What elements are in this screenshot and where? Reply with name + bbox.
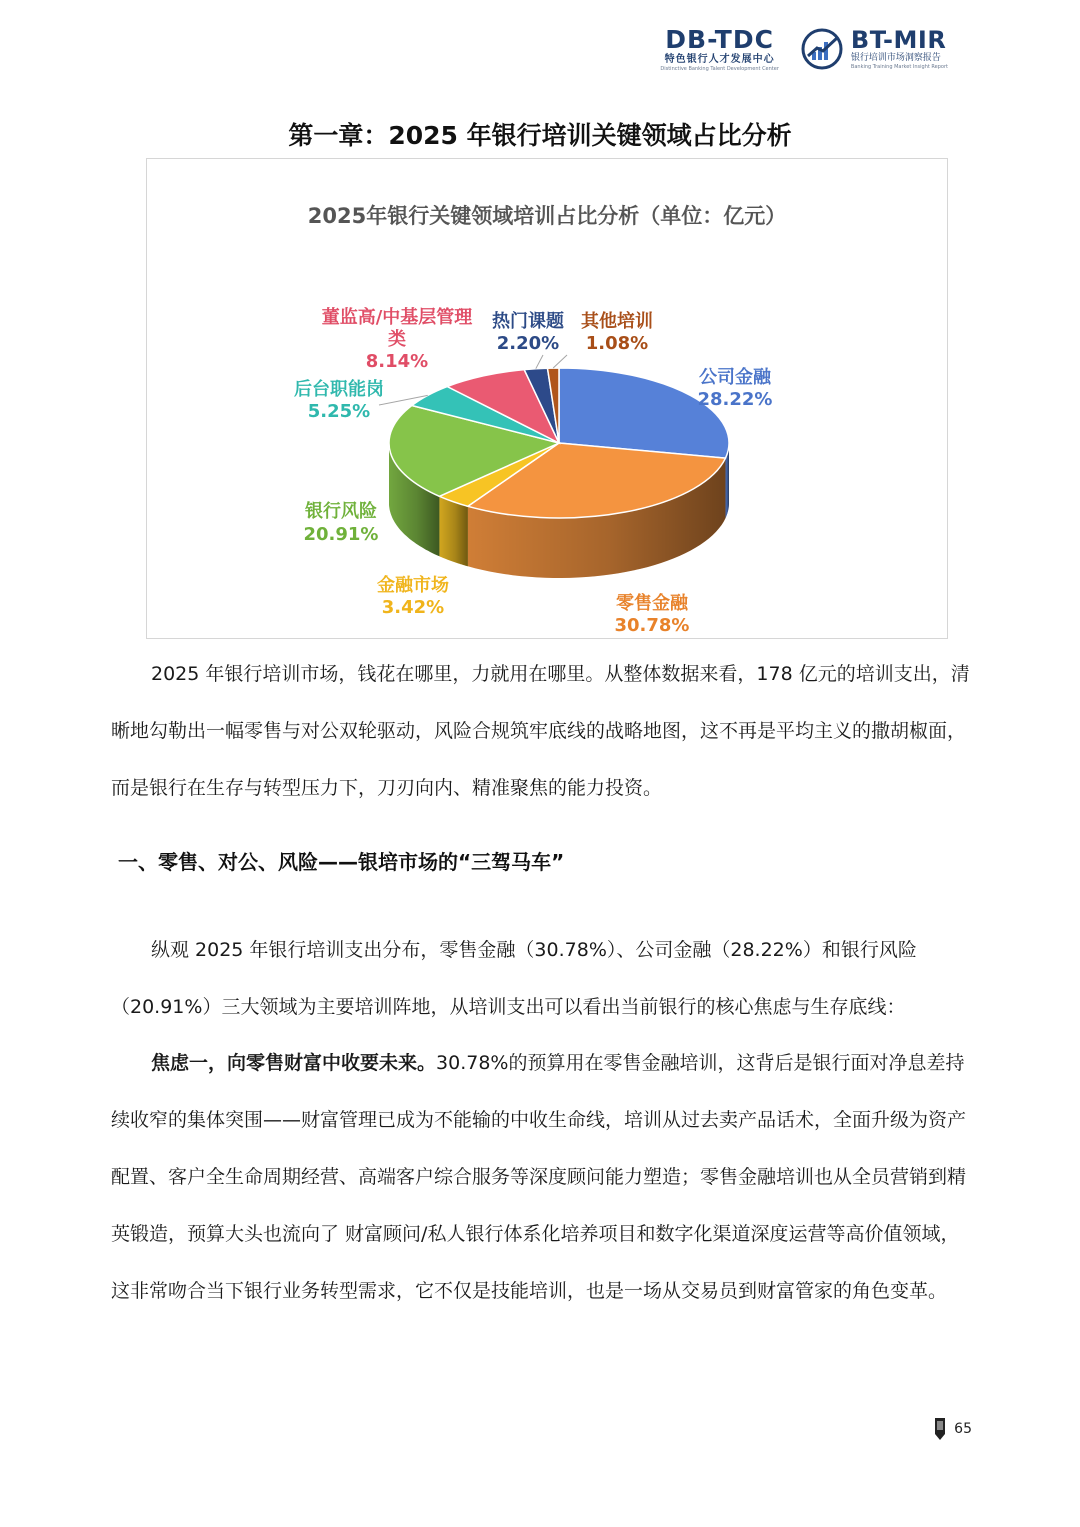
slice-name-retail: 零售金融 bbox=[616, 593, 688, 614]
chart-title: 2025年银行关键领域培训占比分析（单位：亿元） bbox=[307, 204, 787, 228]
slice-label-management: 8.14% bbox=[365, 351, 429, 372]
slice-label-corporate: 28.22% bbox=[697, 389, 773, 410]
slice-name-management-line2: 类 bbox=[388, 329, 406, 350]
pie-chart bbox=[147, 159, 947, 638]
slice-name-other: 其他培训 bbox=[581, 311, 653, 332]
paragraph-overview bbox=[111, 646, 971, 817]
leader-line-other bbox=[553, 355, 567, 368]
page-marker-icon bbox=[934, 1418, 946, 1440]
page-footer bbox=[934, 1418, 972, 1440]
pie-tops bbox=[389, 368, 729, 518]
btmir-logo-tagline: Banking Training Market Insight Report bbox=[850, 64, 948, 70]
slice-label-risk: 20.91% bbox=[303, 524, 379, 545]
slice-label-retail: 30.78% bbox=[614, 615, 690, 636]
btmir-emblem-icon bbox=[799, 26, 845, 72]
header-logos bbox=[660, 26, 948, 74]
paragraph-distribution bbox=[111, 922, 971, 1036]
section-heading-three-carriages: 一、零售、对公、风险——银培市场的“三驾马车” bbox=[118, 850, 565, 874]
paragraph-anxiety-one-lead: 焦虑一，向零售财富中收要未来。 bbox=[151, 1052, 437, 1074]
slice-label-hot-topics: 2.20% bbox=[496, 333, 560, 354]
slice-name-markets: 金融市场 bbox=[377, 575, 449, 596]
slice-name-corporate: 公司金融 bbox=[699, 367, 771, 388]
slice-label-markets: 3.42% bbox=[381, 597, 445, 618]
slice-name-management-line1: 董监高/中基层管理 bbox=[321, 307, 473, 328]
paragraph-anxiety-one-body: 30.78%的预算用在零售金融培训，这背后是银行面对净息差持续收窄的集体突围——财富管理已成为不能输的中收生命线，培训从过去卖产品话术，全面升级为资产配置、客户全生命周期经营、高端客户综合服务等深度顾问能力塑造；零售金融培训也从全员营销到精英锻造，预算大头也流向了 财富顾问/私人银行体系化培养项目和数字化渠道深度运营等高价值领域，这非常吻合当下银行业务转型需求，它不仅是技能培训，也是一场从交易员到财富管家的角色变革。 bbox=[111, 1052, 967, 1302]
btmir-logo-mark: BT-MIR bbox=[850, 26, 947, 54]
slice-label-other: 1.08% bbox=[585, 333, 649, 354]
paragraph-overview-text: 2025 年银行培训市场，钱花在哪里，力就用在哪里。从整体数据来看，178 亿元的培训支出，清晰地勾勒出一幅零售与对公双轮驱动，风险合规筑牢底线的战略地图，这不再是平均主义的撒胡椒面，而是银行在生存与转型压力下，刀刃向内、精准聚焦的能力投资。 bbox=[111, 663, 970, 799]
dbtdc-logo-mark: DB-TDC bbox=[665, 25, 774, 54]
paragraph-distribution-text: 纵观 2025 年银行培训支出分布，零售金融（30.78%）、公司金融（28.22%）和银行风险（20.91%）三大领域为主要培训阵地，从培训支出可以看出当前银行的核心焦虑与生存底线： bbox=[111, 939, 917, 1018]
btmir-logo bbox=[799, 26, 948, 72]
slice-label-backoffice: 5.25% bbox=[307, 401, 371, 422]
dbtdc-logo bbox=[660, 26, 779, 73]
slice-name-risk: 银行风险 bbox=[305, 501, 377, 522]
pie-side-shade-markets bbox=[439, 496, 468, 566]
btmir-logo-subtitle: 银行培训市场洞察报告 bbox=[850, 53, 941, 63]
leader-line-hot-topics bbox=[536, 355, 543, 369]
chapter-title: 第一章：2025 年银行培训关键领域占比分析 bbox=[288, 121, 792, 150]
paragraph-anxiety-one bbox=[111, 1035, 971, 1320]
dbtdc-logo-tagline: Distinctive Banking Talent Development Center bbox=[660, 66, 779, 72]
slice-name-backoffice: 后台职能岗 bbox=[294, 379, 384, 400]
dbtdc-logo-subtitle: 特色银行人才发展中心 bbox=[664, 54, 775, 65]
chart-container bbox=[146, 158, 948, 639]
page-number: 65 bbox=[954, 1421, 972, 1437]
slice-name-hot-topics: 热门课题 bbox=[492, 311, 564, 332]
